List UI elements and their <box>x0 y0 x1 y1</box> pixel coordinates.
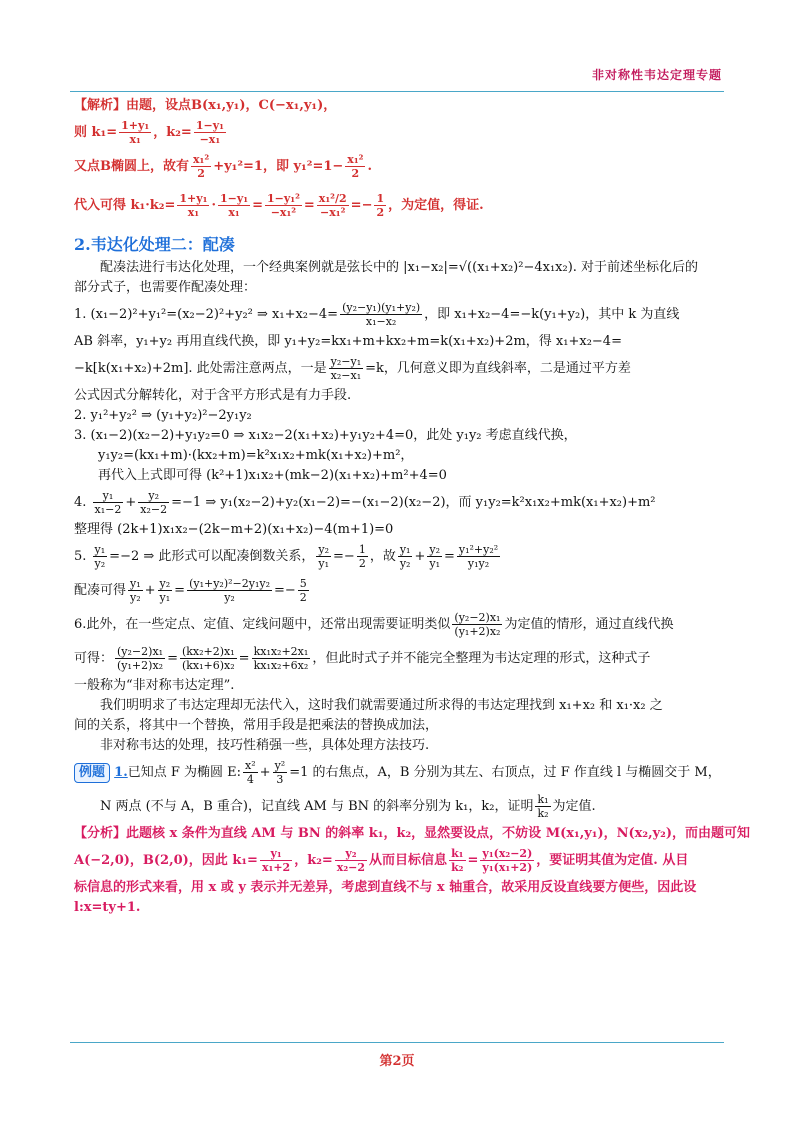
example-line-2 <box>74 790 724 824</box>
denominator: y₁ <box>318 557 330 570</box>
analysis-hint-line-4: l:x=ty+1. <box>74 900 141 915</box>
text: = <box>174 583 186 598</box>
denominator: (y₁+2)x₂ <box>117 659 164 672</box>
analysis-line-2 <box>74 116 724 150</box>
paragraph: 间的关系，将其中一个替换，常用手段是把乘法的替换成加法， <box>74 718 439 733</box>
denominator: y₂ <box>130 591 141 604</box>
text: 4. <box>74 495 91 510</box>
fraction <box>273 759 288 786</box>
item-1-line-1 <box>74 298 724 332</box>
numerator: y² <box>274 759 286 772</box>
fraction <box>335 847 367 874</box>
fraction <box>243 759 258 786</box>
denominator: 2 <box>299 591 307 604</box>
item-3-line-2: y₁y₂=(kx₁+m)·(kx₂+m)=k²x₁x₂+mk(x₁+x₂)+m²， <box>98 448 414 463</box>
item-6-line-1 <box>74 608 724 642</box>
denominator: x₁ <box>228 206 240 219</box>
fraction <box>329 355 363 382</box>
numerator: y₂ <box>318 543 330 556</box>
numerator: y₁ <box>93 489 124 503</box>
fraction <box>119 119 151 146</box>
fraction <box>457 543 500 570</box>
text: 6.此外，在一些定点、定值、定线问题中，还常出现需要证明类似 <box>74 617 451 632</box>
fraction <box>345 153 365 180</box>
page-number: 第2页 <box>379 1054 415 1069</box>
text: 从而目标信息 <box>369 853 448 868</box>
fraction <box>374 192 386 219</box>
numerator: y₂ <box>429 543 440 556</box>
fraction <box>340 301 422 328</box>
numerator: 1+y₁ <box>179 192 208 205</box>
analysis-hint-line-3: 标信息的形式来看，用 x 或 y 表示并无差异，考虑到直线不与 x 轴重合，故采用反设直线要方便些，因此设 <box>74 880 697 895</box>
fraction <box>177 192 209 219</box>
numerator: 1−y₁ <box>195 119 224 132</box>
denominator: 2 <box>358 557 366 570</box>
text: =− <box>350 198 373 213</box>
numerator: y₂ <box>138 489 169 503</box>
header-rule <box>70 91 724 92</box>
text: · <box>211 198 216 213</box>
text: = <box>443 549 455 564</box>
denominator: x₁−x₂ <box>365 315 397 328</box>
numerator: y₂ <box>159 577 171 590</box>
denominator: 2 <box>376 206 385 219</box>
text: ，为定值，得证. <box>388 198 484 213</box>
fraction <box>316 543 331 570</box>
page-content <box>74 96 751 918</box>
text: −k[k(x₁+x₂)+2m]. 此处需注意两点，一是 <box>74 361 327 376</box>
denominator: (y₁+2)x₂ <box>454 625 501 638</box>
denominator: x₂−2 <box>140 503 168 516</box>
analysis-hint-line-1: 【分析】此题核 x 条件为直线 AM 与 BN 的斜率 k₁，k₂，显然要设点，不妨设 M(x₁,y₁)，N(x₂,y₂)，而由题可知 <box>74 826 751 841</box>
denominator: x₁ <box>129 133 141 146</box>
fraction <box>452 611 502 638</box>
fraction <box>218 192 250 219</box>
numerator: 5 <box>299 577 307 590</box>
fraction <box>194 119 226 146</box>
text: N 两点 (不与 A，B 重合)，记直线 AM 与 BN 的斜率分别为 k₁，k₂，证明 <box>100 799 534 814</box>
text: 又点B椭圆上，故有 <box>74 159 189 174</box>
text: + <box>144 583 156 598</box>
fraction <box>158 577 173 604</box>
fraction <box>298 577 309 604</box>
fraction <box>187 577 272 604</box>
numerator: y₁ <box>94 543 106 556</box>
fraction <box>115 645 165 672</box>
denominator: (kx₁+6)x₂ <box>181 659 235 672</box>
text: = <box>303 198 315 213</box>
fraction <box>398 543 413 570</box>
denominator: y₁(x₁+2) <box>482 861 533 874</box>
numerator: 1 <box>376 192 385 205</box>
fraction <box>128 577 143 604</box>
numerator: 1−y₁² <box>266 192 300 205</box>
text: 已知点 F 为椭圆 E: <box>127 765 242 780</box>
numerator: y₁ <box>130 577 141 590</box>
denominator: y₁ <box>159 591 171 604</box>
text: ，故 <box>369 549 396 564</box>
numerator: x₁²/2 <box>318 192 347 205</box>
item-2: 2. y₁²+y₂² ⇒ (y₁+y₂)²−2y₁y₂ <box>74 408 252 423</box>
denominator: 3 <box>276 773 284 786</box>
denominator: k₂ <box>451 861 464 874</box>
denominator: x₁+2 <box>261 861 291 874</box>
denominator: y₂ <box>224 591 235 604</box>
numerator: k₁ <box>537 793 549 806</box>
fraction <box>449 847 465 874</box>
item-3-line-3: 再代入上式即可得 (k²+1)x₁x₂+(mk−2)(x₁+x₂)+m²+4=0 <box>98 468 447 483</box>
fraction <box>317 192 349 219</box>
fraction <box>535 793 550 820</box>
fraction <box>93 543 108 570</box>
item-6-line-3: 一般称为“非对称韦达定理”. <box>74 678 235 693</box>
text: =− <box>274 583 296 598</box>
denominator: 4 <box>246 773 254 786</box>
text: 可得： <box>74 651 114 666</box>
fraction <box>138 489 169 516</box>
text: ，即 x₁+x₂−4=−k(y₁+y₂)，其中 k 为直线 <box>424 307 680 322</box>
item-4-line-1 <box>74 486 724 520</box>
item-6-line-2 <box>74 642 724 676</box>
fraction <box>260 847 292 874</box>
numerator: y₁²+y₂² <box>458 543 499 556</box>
numerator: 1 <box>358 543 366 556</box>
denominator: kx₁x₂+6x₂ <box>253 659 309 672</box>
denominator: y₁ <box>429 557 440 570</box>
denominator: −x₁ <box>199 133 221 146</box>
text: 代入可得 k₁·k₂= <box>74 198 176 213</box>
numerator: x₁² <box>347 153 364 166</box>
denominator: x₂−2 <box>336 861 366 874</box>
numerator: y₁ <box>399 543 411 556</box>
example-number: 1. <box>114 765 128 780</box>
numerator: (kx₂+2)x₁ <box>181 645 235 658</box>
denominator: x₁−2 <box>94 503 122 516</box>
text: 则 k₁= <box>74 125 118 140</box>
numerator: (y₁+y₂)²−2y₁y₂ <box>189 577 270 590</box>
text: +y₁²=1，即 y₁²=1− <box>213 159 344 174</box>
fraction <box>180 645 237 672</box>
text: 配凑可得 <box>74 583 127 598</box>
text: 为定值的情形，通过直线代换 <box>504 617 674 632</box>
fraction <box>427 543 442 570</box>
numerator: k₁ <box>451 847 464 860</box>
numerator: y₁(x₂−2) <box>482 847 533 860</box>
analysis-line-1: 【解析】由题，设点B(x₁,y₁)，C(−x₁,y₁)， <box>74 98 337 113</box>
text: =− <box>333 549 355 564</box>
text: ，要证明其值为定值. 从目 <box>536 853 689 868</box>
text: =−2 ⇒ 此形式可以配凑倒数关系， <box>109 549 315 564</box>
text: = <box>252 198 263 213</box>
text: =k，几何意义即为直线斜率，二是通过平方差 <box>365 361 631 376</box>
numerator: x² <box>245 759 256 772</box>
text: = <box>238 651 250 666</box>
numerator: kx₁x₂+2x₁ <box>253 645 309 658</box>
denominator: y₂ <box>399 557 411 570</box>
section-heading: 2.韦达化处理二：配凑 <box>74 235 235 254</box>
example-line-1 <box>74 756 724 790</box>
denominator: x₁ <box>187 206 200 219</box>
numerator: 1+y₁ <box>121 119 150 132</box>
paragraph: 非对称韦达的处理，技巧性稍强一些，具体处理方法技巧. <box>100 738 430 753</box>
paragraph: 部分式子，也需要作配凑处理： <box>74 280 257 295</box>
text: ，k₂= <box>294 853 333 868</box>
text: =−1 ⇒ y₁(x₂−2)+y₂(x₁−2)=−(x₁−2)(x₂−2)，而 y₁y₂=k²x₁x₂+mk(x₁+x₂)+m² <box>171 495 656 510</box>
text: =1 的右焦点，A，B 分别为其左、右顶点，过 F 作直线 l 与椭圆交于 M， <box>289 765 721 780</box>
denominator: −x₁² <box>320 206 346 219</box>
numerator: y₂ <box>335 847 367 861</box>
numerator: y₁ <box>260 847 292 861</box>
numerator: (y₂−y₁)(y₁+y₂) <box>342 301 421 314</box>
text: . <box>367 159 373 174</box>
analysis-line-4 <box>74 184 724 228</box>
item-5-line-2 <box>74 574 724 608</box>
text: 为定值. <box>552 799 596 814</box>
item-3-line-1: 3. (x₁−2)(x₂−2)+y₁y₂=0 ⇒ x₁x₂−2(x₁+x₂)+y₁y₂+4=0，此处 y₁y₂ 考虑直线代换， <box>74 428 577 443</box>
numerator: y₂−y₁ <box>330 355 362 368</box>
numerator: (y₂−2)x₁ <box>454 611 501 624</box>
fraction <box>252 645 311 672</box>
text: = <box>167 651 178 666</box>
denominator: x₂−x₁ <box>330 369 362 382</box>
paragraph: 配凑法进行韦达化处理，一个经典案例就是弦长中的 |x₁−x₂|=√((x₁+x₂)²−4x₁x₂). 对于前述坐标化后的 <box>100 260 699 275</box>
text: + <box>125 495 137 510</box>
fraction <box>191 153 211 180</box>
text: ，但此时式子并不能完全整理为韦达定理的形式，这种式子 <box>312 651 651 666</box>
denominator: −x₁² <box>270 206 297 219</box>
text: 1. (x₁−2)²+y₁²=(x₂−2)²+y₂² ⇒ x₁+x₂−4= <box>74 307 339 322</box>
denominator: y₁y₂ <box>467 557 490 570</box>
item-4-line-2: 整理得 (2k+1)x₁x₂−(2k−m+2)(x₁+x₂)−4(m+1)=0 <box>74 522 394 537</box>
denominator: 2 <box>197 167 205 180</box>
text: ，k₂= <box>153 125 192 140</box>
text: + <box>414 549 426 564</box>
item-1-line-2: AB 斜率，y₁+y₂ 再用直线代换，即 y₁+y₂=kx₁+m+kx₂+m=k(x₁+x₂)+2m，得 x₁+x₂−4= <box>74 334 622 349</box>
denominator: y₂ <box>94 557 106 570</box>
analysis-hint-line-2 <box>74 844 724 878</box>
denominator: 2 <box>351 167 360 180</box>
fraction <box>357 543 368 570</box>
item-1-line-3 <box>74 352 724 386</box>
item-5-line-1 <box>74 540 724 574</box>
paragraph: 我们明明求了韦达定理却无法代入，这时我们就需要通过所求得的韦达定理找到 x₁+x₂ 和 x₁·x₂ 之 <box>100 698 663 713</box>
fraction <box>265 192 302 219</box>
numerator: (y₂−2)x₁ <box>117 645 164 658</box>
item-1-line-4: 公式因式分解转化，对于含平方形式是有力手段. <box>74 388 352 403</box>
footer-rule <box>70 1042 724 1043</box>
text: + <box>259 765 271 780</box>
header-title: 非对称性韦达定理专题 <box>591 68 722 82</box>
denominator: k₂ <box>537 807 549 820</box>
numerator: 1−y₁ <box>219 192 249 205</box>
text: = <box>467 853 479 868</box>
text: A(−2,0)，B(2,0)，因此 k₁= <box>74 853 258 868</box>
fraction <box>93 489 124 516</box>
example-badge: 例题 <box>74 763 110 783</box>
numerator: x₁² <box>193 153 210 166</box>
fraction <box>480 847 534 874</box>
analysis-line-3 <box>74 150 724 184</box>
text: 5. <box>74 549 91 564</box>
